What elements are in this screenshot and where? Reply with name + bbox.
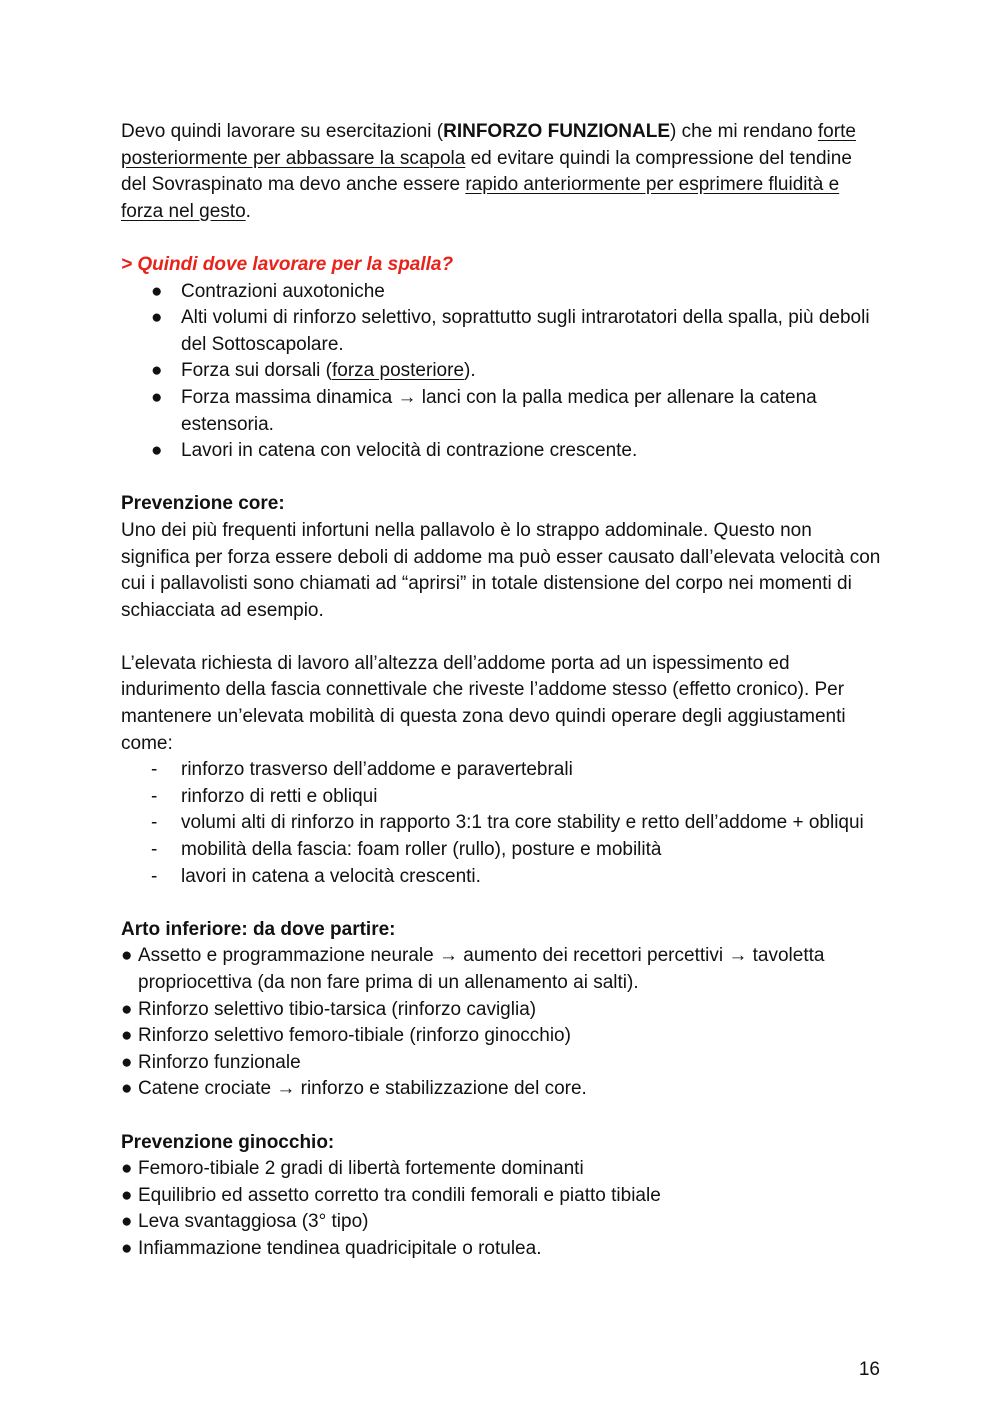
bullet-icon: ●: [151, 307, 163, 329]
list-item: [121, 305, 881, 358]
bullet-icon: ●: [151, 386, 163, 408]
core-paragraph-2: L’elevata richiesta di lavoro all’altezza dell’addome porta ad un ispessimento ed indurimento della fascia connettivale che riveste l’addome stesso (effetto cronico). Per mantenere un’elevata mobilità di questa zona devo quindi operare degli aggiustamenti come:: [121, 652, 846, 754]
list-item: [121, 943, 881, 996]
bullet-icon: ●: [121, 1211, 133, 1233]
bullet-icon: ●: [121, 945, 133, 967]
list-item: [121, 810, 881, 837]
knee-list: [121, 1156, 881, 1262]
list-item: [121, 864, 881, 891]
bullet-icon: ●: [121, 1237, 133, 1259]
list-item-text: Forza sui dorsali (: [181, 360, 332, 382]
list-item-text: mobilità della fascia: foam roller (rullo), posture e mobilità: [181, 839, 662, 861]
bullet-icon: ●: [121, 1184, 133, 1206]
list-item: [121, 1209, 881, 1236]
list-item-text: Alti volumi di rinforzo selettivo, soprattutto sugli intrarotatori della spalla, più deboli del Sottoscapolare.: [181, 307, 870, 355]
list-item: [121, 358, 881, 385]
core-list: [121, 757, 881, 890]
page-number: 16: [858, 1359, 880, 1380]
intro-text-1: Devo quindi lavorare su esercitazioni (: [121, 121, 444, 142]
list-item: [121, 784, 881, 811]
intro-underlined-1: forte posteriormente per abbassare la scapola: [121, 121, 856, 169]
shoulder-heading: > Quindi dove lavorare per la spalla?: [121, 253, 454, 275]
core-paragraph-1: Uno dei più frequenti infortuni nella pallavolo è lo strappo addominale. Questo non significa per forza essere deboli di addome ma può esser causato dall’elevata velocità con cui i pallavolisti sono chiamati ad “aprirsi” in totale distensione del corpo nei momenti di schiacciata ad esempio.: [121, 519, 881, 621]
dash-icon: -: [151, 812, 158, 834]
shoulder-list: [121, 279, 881, 465]
list-item: [121, 997, 881, 1024]
list-item: [121, 837, 881, 864]
list-item-text: Lavori in catena con velocità di contrazione crescente.: [181, 440, 638, 462]
list-item: [121, 1076, 881, 1103]
list-item-text: lavori in catena a velocità crescenti.: [181, 865, 481, 887]
list-item-text: Forza massima dinamica → lanci con la palla medica per allenare la catena estensoria.: [181, 386, 817, 435]
list-item: [121, 1156, 881, 1183]
intro-bold-term: RINFORZO FUNZIONALE: [443, 121, 671, 142]
list-item-text: Equilibrio ed assetto corretto tra condili femorali e piatto tibiale: [138, 1184, 661, 1206]
dash-icon: -: [151, 785, 158, 807]
list-item-text: rinforzo di retti e obliqui: [181, 785, 378, 807]
lower-limb-list: [121, 943, 881, 1103]
intro-text-4: .: [245, 200, 251, 222]
list-item: [121, 1050, 881, 1077]
list-item: [121, 279, 881, 306]
lower-limb-heading: Arto inferiore: da dove partire:: [121, 918, 396, 940]
list-item-text: Rinforzo selettivo femoro-tibiale (rinforzo ginocchio): [138, 1025, 571, 1047]
bullet-icon: ●: [151, 440, 163, 462]
list-item: [121, 1236, 881, 1263]
list-item-text: Rinforzo selettivo tibio-tarsica (rinforzo caviglia): [138, 998, 537, 1020]
dash-icon: -: [151, 759, 158, 781]
list-item: [121, 1183, 881, 1210]
list-item-text: Rinforzo funzionale: [138, 1051, 301, 1073]
list-item-text: Assetto e programmazione neurale → aumento dei recettori percettivi → tavoletta propriocettiva (da non fare prima di un allenamento ai salti).: [138, 945, 825, 993]
list-item-text: Contrazioni auxotoniche: [181, 280, 385, 302]
list-item: [121, 1023, 881, 1050]
list-item-text: rinforzo trasverso dell’addome e paravertebrali: [181, 759, 573, 781]
bullet-icon: ●: [151, 280, 163, 302]
bullet-icon: ●: [121, 998, 133, 1020]
list-item: [121, 438, 881, 465]
intro-underlined-2: rapido anteriormente per esprimere fluidità e forza nel gesto: [121, 174, 840, 222]
list-item: [121, 385, 881, 438]
dash-icon: -: [151, 865, 158, 887]
intro-text-2: ) che mi rendano: [670, 121, 818, 142]
page-content: [121, 119, 881, 1263]
bullet-icon: ●: [121, 1158, 133, 1180]
list-item-text: ).: [464, 360, 476, 382]
list-item: [121, 757, 881, 784]
bullet-icon: ●: [121, 1078, 133, 1100]
bullet-icon: ●: [121, 1051, 133, 1073]
list-item-text: Femoro-tibiale 2 gradi di libertà fortemente dominanti: [138, 1158, 584, 1180]
list-item-text: Catene crociate → rinforzo e stabilizzazione del core.: [138, 1078, 587, 1100]
intro-text-3: ed evitare quindi la compressione del tendine del Sovraspinato ma devo anche essere: [121, 147, 852, 196]
dash-icon: -: [151, 839, 158, 861]
bullet-icon: ●: [151, 360, 163, 382]
list-item-text: Infiammazione tendinea quadricipitale o rotulea.: [138, 1237, 542, 1259]
bullet-icon: ●: [121, 1025, 133, 1047]
intro-paragraph: [121, 119, 881, 225]
list-item-text: Leva svantaggiosa (3° tipo): [138, 1211, 369, 1233]
list-item-underlined: forza posteriore: [332, 360, 465, 382]
list-item-text: volumi alti di rinforzo in rapporto 3:1 tra core stability e retto dell’addome + obliqui: [181, 812, 864, 834]
knee-heading: Prevenzione ginocchio:: [121, 1131, 335, 1153]
core-heading: Prevenzione core:: [121, 493, 285, 515]
